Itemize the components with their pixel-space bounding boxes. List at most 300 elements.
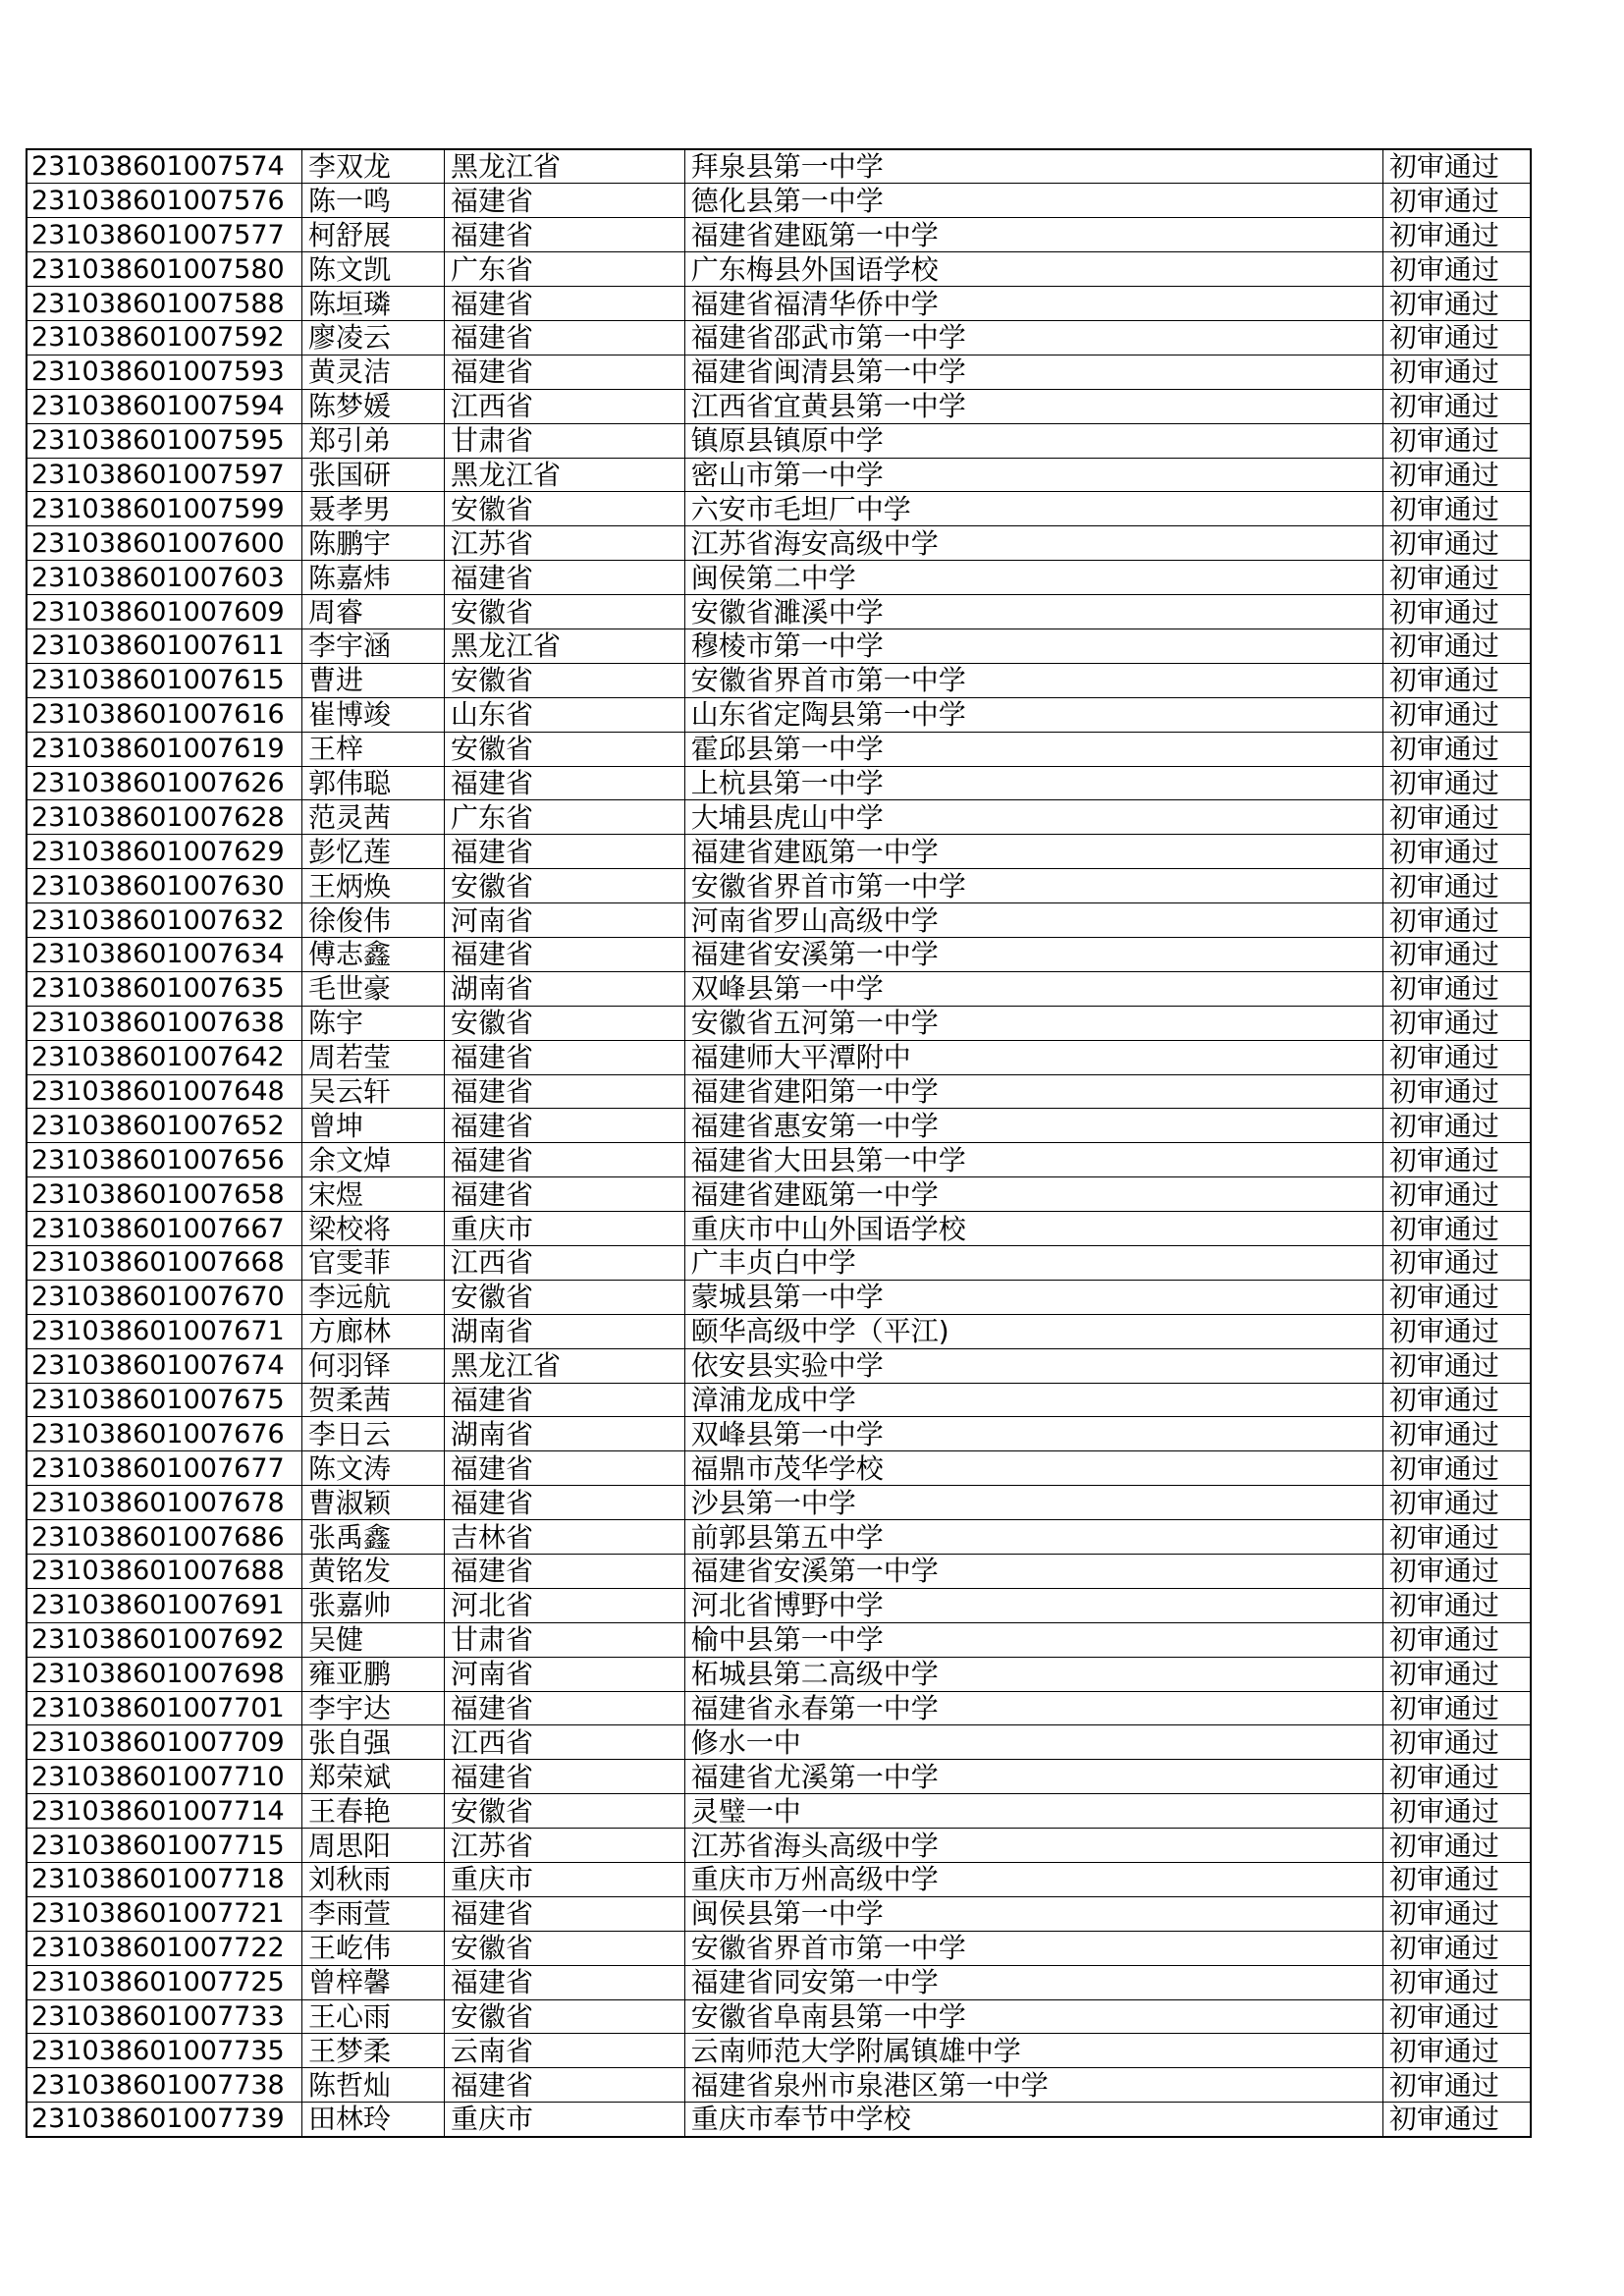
school-cell: 福建省安溪第一中学 — [684, 1555, 1382, 1589]
name-cell: 郑荣斌 — [302, 1760, 445, 1794]
status-cell: 初审通过 — [1382, 800, 1531, 835]
province-cell: 福建省 — [445, 1965, 685, 1999]
school-cell: 福建省大田县第一中学 — [684, 1143, 1382, 1177]
school-cell: 榆中县第一中学 — [684, 1622, 1382, 1657]
province-cell: 福建省 — [445, 1383, 685, 1417]
name-cell: 张嘉帅 — [302, 1588, 445, 1622]
table-row — [27, 766, 1531, 800]
table-row — [27, 149, 1531, 184]
province-cell: 安徽省 — [445, 732, 685, 766]
status-cell: 初审通过 — [1382, 2068, 1531, 2103]
table-row — [27, 1863, 1531, 1897]
school-cell: 福建省福清华侨中学 — [684, 287, 1382, 321]
table-row — [27, 800, 1531, 835]
table-row — [27, 1246, 1531, 1281]
table-row — [27, 1212, 1531, 1246]
applicant-id-cell: 231038601007698 — [27, 1657, 302, 1691]
school-cell: 福建省建阳第一中学 — [684, 1074, 1382, 1109]
province-cell: 安徽省 — [445, 492, 685, 526]
table-row — [27, 287, 1531, 321]
applicant-id-cell: 231038601007616 — [27, 697, 302, 732]
table-row — [27, 492, 1531, 526]
applicant-id-cell: 231038601007710 — [27, 1760, 302, 1794]
name-cell: 陈哲灿 — [302, 2068, 445, 2103]
table-row — [27, 1383, 1531, 1417]
province-cell: 福建省 — [445, 287, 685, 321]
name-cell: 聂孝男 — [302, 492, 445, 526]
applicant-table — [26, 148, 1532, 2138]
applicant-id-cell: 231038601007675 — [27, 1383, 302, 1417]
name-cell: 吴健 — [302, 1622, 445, 1657]
province-cell: 广东省 — [445, 800, 685, 835]
name-cell: 周睿 — [302, 595, 445, 629]
province-cell: 福建省 — [445, 2068, 685, 2103]
school-cell: 福建省安溪第一中学 — [684, 937, 1382, 971]
school-cell: 安徽省阜南县第一中学 — [684, 1999, 1382, 2034]
province-cell: 重庆市 — [445, 1212, 685, 1246]
province-cell: 云南省 — [445, 2034, 685, 2068]
name-cell: 王梦柔 — [302, 2034, 445, 2068]
applicant-id-cell: 231038601007722 — [27, 1931, 302, 1965]
name-cell: 李日云 — [302, 1417, 445, 1451]
province-cell: 福建省 — [445, 561, 685, 595]
applicant-id-cell: 231038601007733 — [27, 1999, 302, 2034]
applicant-id-cell: 231038601007576 — [27, 184, 302, 218]
table-row — [27, 2068, 1531, 2103]
applicant-id-cell: 231038601007634 — [27, 937, 302, 971]
applicant-id-cell: 231038601007674 — [27, 1348, 302, 1383]
table-row — [27, 1622, 1531, 1657]
status-cell: 初审通过 — [1382, 287, 1531, 321]
status-cell: 初审通过 — [1382, 971, 1531, 1006]
status-cell: 初审通过 — [1382, 835, 1531, 869]
applicant-id-cell: 231038601007718 — [27, 1863, 302, 1897]
name-cell: 陈文凯 — [302, 252, 445, 287]
school-cell: 霍邱县第一中学 — [684, 732, 1382, 766]
table-row — [27, 1794, 1531, 1829]
applicant-id-cell: 231038601007599 — [27, 492, 302, 526]
province-cell: 山东省 — [445, 697, 685, 732]
table-row — [27, 561, 1531, 595]
status-cell: 初审通过 — [1382, 1486, 1531, 1520]
name-cell: 王梓 — [302, 732, 445, 766]
status-cell: 初审通过 — [1382, 1006, 1531, 1040]
name-cell: 王春艳 — [302, 1794, 445, 1829]
applicant-id-cell: 231038601007676 — [27, 1417, 302, 1451]
province-cell: 福建省 — [445, 937, 685, 971]
table-row — [27, 1657, 1531, 1691]
province-cell: 甘肃省 — [445, 423, 685, 458]
name-cell: 张禹鑫 — [302, 1520, 445, 1555]
applicant-id-cell: 231038601007658 — [27, 1177, 302, 1212]
applicant-id-cell: 231038601007656 — [27, 1143, 302, 1177]
status-cell: 初审通过 — [1382, 1177, 1531, 1212]
table-row — [27, 458, 1531, 492]
school-cell: 重庆市奉节中学校 — [684, 2103, 1382, 2137]
province-cell: 河北省 — [445, 1588, 685, 1622]
table-row — [27, 1109, 1531, 1143]
status-cell: 初审通过 — [1382, 1691, 1531, 1725]
school-cell: 六安市毛坦厂中学 — [684, 492, 1382, 526]
applicant-id-cell: 231038601007678 — [27, 1486, 302, 1520]
name-cell: 陈文涛 — [302, 1451, 445, 1486]
applicant-id-cell: 231038601007600 — [27, 526, 302, 561]
status-cell: 初审通过 — [1382, 1348, 1531, 1383]
name-cell: 郑引弟 — [302, 423, 445, 458]
applicant-id-cell: 231038601007630 — [27, 869, 302, 903]
name-cell: 陈一鸣 — [302, 184, 445, 218]
status-cell: 初审通过 — [1382, 1896, 1531, 1931]
name-cell: 周若莹 — [302, 1040, 445, 1074]
applicant-id-cell: 231038601007588 — [27, 287, 302, 321]
status-cell: 初审通过 — [1382, 732, 1531, 766]
province-cell: 广东省 — [445, 252, 685, 287]
name-cell: 田林玲 — [302, 2103, 445, 2137]
province-cell: 福建省 — [445, 1691, 685, 1725]
status-cell: 初审通过 — [1382, 184, 1531, 218]
applicant-id-cell: 231038601007714 — [27, 1794, 302, 1829]
school-cell: 福建省永春第一中学 — [684, 1691, 1382, 1725]
school-cell: 蒙城县第一中学 — [684, 1280, 1382, 1314]
school-cell: 广东梅县外国语学校 — [684, 252, 1382, 287]
province-cell: 福建省 — [445, 218, 685, 252]
school-cell: 江苏省海安高级中学 — [684, 526, 1382, 561]
province-cell: 安徽省 — [445, 1999, 685, 2034]
name-cell: 李远航 — [302, 1280, 445, 1314]
status-cell: 初审通过 — [1382, 1725, 1531, 1760]
table-row — [27, 1280, 1531, 1314]
name-cell: 陈垣璘 — [302, 287, 445, 321]
province-cell: 福建省 — [445, 1555, 685, 1589]
school-cell: 广丰贞白中学 — [684, 1246, 1382, 1281]
name-cell: 傅志鑫 — [302, 937, 445, 971]
status-cell: 初审通过 — [1382, 252, 1531, 287]
school-cell: 双峰县第一中学 — [684, 1417, 1382, 1451]
name-cell: 刘秋雨 — [302, 1863, 445, 1897]
province-cell: 甘肃省 — [445, 1622, 685, 1657]
school-cell: 闽侯第二中学 — [684, 561, 1382, 595]
table-row — [27, 1074, 1531, 1109]
status-cell: 初审通过 — [1382, 1520, 1531, 1555]
table-row — [27, 184, 1531, 218]
school-cell: 双峰县第一中学 — [684, 971, 1382, 1006]
table-row — [27, 423, 1531, 458]
province-cell: 安徽省 — [445, 663, 685, 697]
status-cell: 初审通过 — [1382, 355, 1531, 389]
table-row — [27, 903, 1531, 938]
name-cell: 方廊林 — [302, 1314, 445, 1348]
province-cell: 安徽省 — [445, 869, 685, 903]
status-cell: 初审通过 — [1382, 1314, 1531, 1348]
applicant-id-cell: 231038601007597 — [27, 458, 302, 492]
school-cell: 安徽省界首市第一中学 — [684, 663, 1382, 697]
status-cell: 初审通过 — [1382, 1931, 1531, 1965]
applicant-id-cell: 231038601007603 — [27, 561, 302, 595]
status-cell: 初审通过 — [1382, 1109, 1531, 1143]
status-cell: 初审通过 — [1382, 1074, 1531, 1109]
school-cell: 沙县第一中学 — [684, 1486, 1382, 1520]
table-row — [27, 869, 1531, 903]
province-cell: 福建省 — [445, 835, 685, 869]
school-cell: 安徽省五河第一中学 — [684, 1006, 1382, 1040]
school-cell: 安徽省界首市第一中学 — [684, 1931, 1382, 1965]
applicant-id-cell: 231038601007611 — [27, 629, 302, 663]
table-row — [27, 1555, 1531, 1589]
province-cell: 黑龙江省 — [445, 1348, 685, 1383]
applicant-id-cell: 231038601007709 — [27, 1725, 302, 1760]
table-body — [27, 149, 1531, 2137]
school-cell: 重庆市万州高级中学 — [684, 1863, 1382, 1897]
status-cell: 初审通过 — [1382, 1588, 1531, 1622]
applicant-id-cell: 231038601007574 — [27, 149, 302, 184]
applicant-id-cell: 231038601007738 — [27, 2068, 302, 2103]
table-row — [27, 937, 1531, 971]
applicant-id-cell: 231038601007739 — [27, 2103, 302, 2137]
table-row — [27, 1999, 1531, 2034]
applicant-id-cell: 231038601007648 — [27, 1074, 302, 1109]
table-row — [27, 1451, 1531, 1486]
status-cell: 初审通过 — [1382, 1417, 1531, 1451]
province-cell: 湖南省 — [445, 1417, 685, 1451]
applicant-id-cell: 231038601007609 — [27, 595, 302, 629]
school-cell: 上杭县第一中学 — [684, 766, 1382, 800]
applicant-id-cell: 231038601007671 — [27, 1314, 302, 1348]
applicant-id-cell: 231038601007592 — [27, 320, 302, 355]
applicant-id-cell: 231038601007715 — [27, 1829, 302, 1863]
name-cell: 李宇涵 — [302, 629, 445, 663]
province-cell: 福建省 — [445, 1486, 685, 1520]
table-row — [27, 355, 1531, 389]
school-cell: 福建师大平潭附中 — [684, 1040, 1382, 1074]
status-cell: 初审通过 — [1382, 561, 1531, 595]
applicant-id-cell: 231038601007735 — [27, 2034, 302, 2068]
province-cell: 江苏省 — [445, 1829, 685, 1863]
province-cell: 河南省 — [445, 1657, 685, 1691]
name-cell: 余文焯 — [302, 1143, 445, 1177]
name-cell: 曾梓馨 — [302, 1965, 445, 1999]
province-cell: 福建省 — [445, 1040, 685, 1074]
province-cell: 安徽省 — [445, 1280, 685, 1314]
applicant-id-cell: 231038601007628 — [27, 800, 302, 835]
school-cell: 河北省博野中学 — [684, 1588, 1382, 1622]
table-row — [27, 835, 1531, 869]
name-cell: 贺柔茜 — [302, 1383, 445, 1417]
name-cell: 曹淑颖 — [302, 1486, 445, 1520]
table-row — [27, 1040, 1531, 1074]
applicant-id-cell: 231038601007577 — [27, 218, 302, 252]
name-cell: 范灵茜 — [302, 800, 445, 835]
province-cell: 黑龙江省 — [445, 458, 685, 492]
school-cell: 重庆市中山外国语学校 — [684, 1212, 1382, 1246]
name-cell: 李双龙 — [302, 149, 445, 184]
province-cell: 重庆市 — [445, 2103, 685, 2137]
table-row — [27, 252, 1531, 287]
applicant-id-cell: 231038601007701 — [27, 1691, 302, 1725]
province-cell: 福建省 — [445, 1109, 685, 1143]
table-row — [27, 595, 1531, 629]
name-cell: 曹进 — [302, 663, 445, 697]
name-cell: 陈宇 — [302, 1006, 445, 1040]
school-cell: 漳浦龙成中学 — [684, 1383, 1382, 1417]
applicant-id-cell: 231038601007692 — [27, 1622, 302, 1657]
province-cell: 福建省 — [445, 766, 685, 800]
applicant-id-cell: 231038601007670 — [27, 1280, 302, 1314]
table-row — [27, 1314, 1531, 1348]
school-cell: 镇原县镇原中学 — [684, 423, 1382, 458]
province-cell: 河南省 — [445, 903, 685, 938]
school-cell: 灵璧一中 — [684, 1794, 1382, 1829]
province-cell: 湖南省 — [445, 1314, 685, 1348]
name-cell: 陈嘉炜 — [302, 561, 445, 595]
school-cell: 拜泉县第一中学 — [684, 149, 1382, 184]
province-cell: 江苏省 — [445, 526, 685, 561]
status-cell: 初审通过 — [1382, 423, 1531, 458]
school-cell: 福建省尤溪第一中学 — [684, 1760, 1382, 1794]
table-row — [27, 1520, 1531, 1555]
table-row — [27, 2034, 1531, 2068]
province-cell: 安徽省 — [445, 1794, 685, 1829]
name-cell: 张自强 — [302, 1725, 445, 1760]
school-cell: 福建省泉州市泉港区第一中学 — [684, 2068, 1382, 2103]
applicant-id-cell: 231038601007725 — [27, 1965, 302, 1999]
applicant-id-cell: 231038601007635 — [27, 971, 302, 1006]
status-cell: 初审通过 — [1382, 663, 1531, 697]
table-row — [27, 663, 1531, 697]
name-cell: 曾坤 — [302, 1109, 445, 1143]
province-cell: 安徽省 — [445, 1006, 685, 1040]
table-row — [27, 1348, 1531, 1383]
name-cell: 李宇达 — [302, 1691, 445, 1725]
status-cell: 初审通过 — [1382, 218, 1531, 252]
applicant-id-cell: 231038601007677 — [27, 1451, 302, 1486]
status-cell: 初审通过 — [1382, 595, 1531, 629]
applicant-id-cell: 231038601007580 — [27, 252, 302, 287]
school-cell: 福建省邵武市第一中学 — [684, 320, 1382, 355]
status-cell: 初审通过 — [1382, 1999, 1531, 2034]
school-cell: 福建省闽清县第一中学 — [684, 355, 1382, 389]
table-row — [27, 1417, 1531, 1451]
school-cell: 柘城县第二高级中学 — [684, 1657, 1382, 1691]
name-cell: 李雨萱 — [302, 1896, 445, 1931]
province-cell: 福建省 — [445, 1177, 685, 1212]
name-cell: 雍亚鹏 — [302, 1657, 445, 1691]
status-cell: 初审通过 — [1382, 766, 1531, 800]
province-cell: 江西省 — [445, 1246, 685, 1281]
name-cell: 何羽铎 — [302, 1348, 445, 1383]
name-cell: 黄灵洁 — [302, 355, 445, 389]
name-cell: 彭忆莲 — [302, 835, 445, 869]
province-cell: 江西省 — [445, 1725, 685, 1760]
applicant-id-cell: 231038601007629 — [27, 835, 302, 869]
province-cell: 福建省 — [445, 1074, 685, 1109]
school-cell: 福建省建瓯第一中学 — [684, 1177, 1382, 1212]
name-cell: 张国研 — [302, 458, 445, 492]
table-row — [27, 1931, 1531, 1965]
applicant-id-cell: 231038601007691 — [27, 1588, 302, 1622]
table-row — [27, 1691, 1531, 1725]
status-cell: 初审通过 — [1382, 1040, 1531, 1074]
table-row — [27, 697, 1531, 732]
name-cell: 徐俊伟 — [302, 903, 445, 938]
school-cell: 安徽省濉溪中学 — [684, 595, 1382, 629]
name-cell: 廖凌云 — [302, 320, 445, 355]
status-cell: 初审通过 — [1382, 1965, 1531, 1999]
name-cell: 柯舒展 — [302, 218, 445, 252]
status-cell: 初审通过 — [1382, 2034, 1531, 2068]
province-cell: 福建省 — [445, 1143, 685, 1177]
table-row — [27, 1760, 1531, 1794]
applicant-id-cell: 231038601007667 — [27, 1212, 302, 1246]
school-cell: 山东省定陶县第一中学 — [684, 697, 1382, 732]
applicant-id-cell: 231038601007619 — [27, 732, 302, 766]
school-cell: 修水一中 — [684, 1725, 1382, 1760]
applicant-id-cell: 231038601007642 — [27, 1040, 302, 1074]
table-row — [27, 526, 1531, 561]
status-cell: 初审通过 — [1382, 1863, 1531, 1897]
applicant-id-cell: 231038601007615 — [27, 663, 302, 697]
table-row — [27, 2103, 1531, 2137]
applicant-id-cell: 231038601007668 — [27, 1246, 302, 1281]
status-cell: 初审通过 — [1382, 389, 1531, 423]
province-cell: 福建省 — [445, 1451, 685, 1486]
province-cell: 黑龙江省 — [445, 149, 685, 184]
school-cell: 河南省罗山高级中学 — [684, 903, 1382, 938]
school-cell: 福鼎市茂华学校 — [684, 1451, 1382, 1486]
status-cell: 初审通过 — [1382, 149, 1531, 184]
school-cell: 云南师范大学附属镇雄中学 — [684, 2034, 1382, 2068]
province-cell: 黑龙江省 — [445, 629, 685, 663]
status-cell: 初审通过 — [1382, 2103, 1531, 2137]
applicant-id-cell: 231038601007594 — [27, 389, 302, 423]
status-cell: 初审通过 — [1382, 1555, 1531, 1589]
status-cell: 初审通过 — [1382, 1212, 1531, 1246]
applicant-id-cell: 231038601007595 — [27, 423, 302, 458]
applicant-id-cell: 231038601007638 — [27, 1006, 302, 1040]
status-cell: 初审通过 — [1382, 1246, 1531, 1281]
applicant-id-cell: 231038601007632 — [27, 903, 302, 938]
name-cell: 王屹伟 — [302, 1931, 445, 1965]
name-cell: 官雯菲 — [302, 1246, 445, 1281]
province-cell: 福建省 — [445, 1760, 685, 1794]
status-cell: 初审通过 — [1382, 1794, 1531, 1829]
school-cell: 福建省建瓯第一中学 — [684, 835, 1382, 869]
table-row — [27, 218, 1531, 252]
province-cell: 福建省 — [445, 184, 685, 218]
table-row — [27, 1725, 1531, 1760]
status-cell: 初审通过 — [1382, 629, 1531, 663]
table-row — [27, 1588, 1531, 1622]
status-cell: 初审通过 — [1382, 1622, 1531, 1657]
status-cell: 初审通过 — [1382, 1280, 1531, 1314]
table-row — [27, 732, 1531, 766]
status-cell: 初审通过 — [1382, 526, 1531, 561]
status-cell: 初审通过 — [1382, 492, 1531, 526]
province-cell: 福建省 — [445, 1896, 685, 1931]
name-cell: 陈梦媛 — [302, 389, 445, 423]
name-cell: 黄铭发 — [302, 1555, 445, 1589]
province-cell: 安徽省 — [445, 1931, 685, 1965]
school-cell: 穆棱市第一中学 — [684, 629, 1382, 663]
province-cell: 吉林省 — [445, 1520, 685, 1555]
table-row — [27, 1965, 1531, 1999]
name-cell: 毛世豪 — [302, 971, 445, 1006]
status-cell: 初审通过 — [1382, 903, 1531, 938]
applicant-id-cell: 231038601007721 — [27, 1896, 302, 1931]
table-row — [27, 1896, 1531, 1931]
name-cell: 王炳焕 — [302, 869, 445, 903]
table-row — [27, 1486, 1531, 1520]
table-row — [27, 629, 1531, 663]
